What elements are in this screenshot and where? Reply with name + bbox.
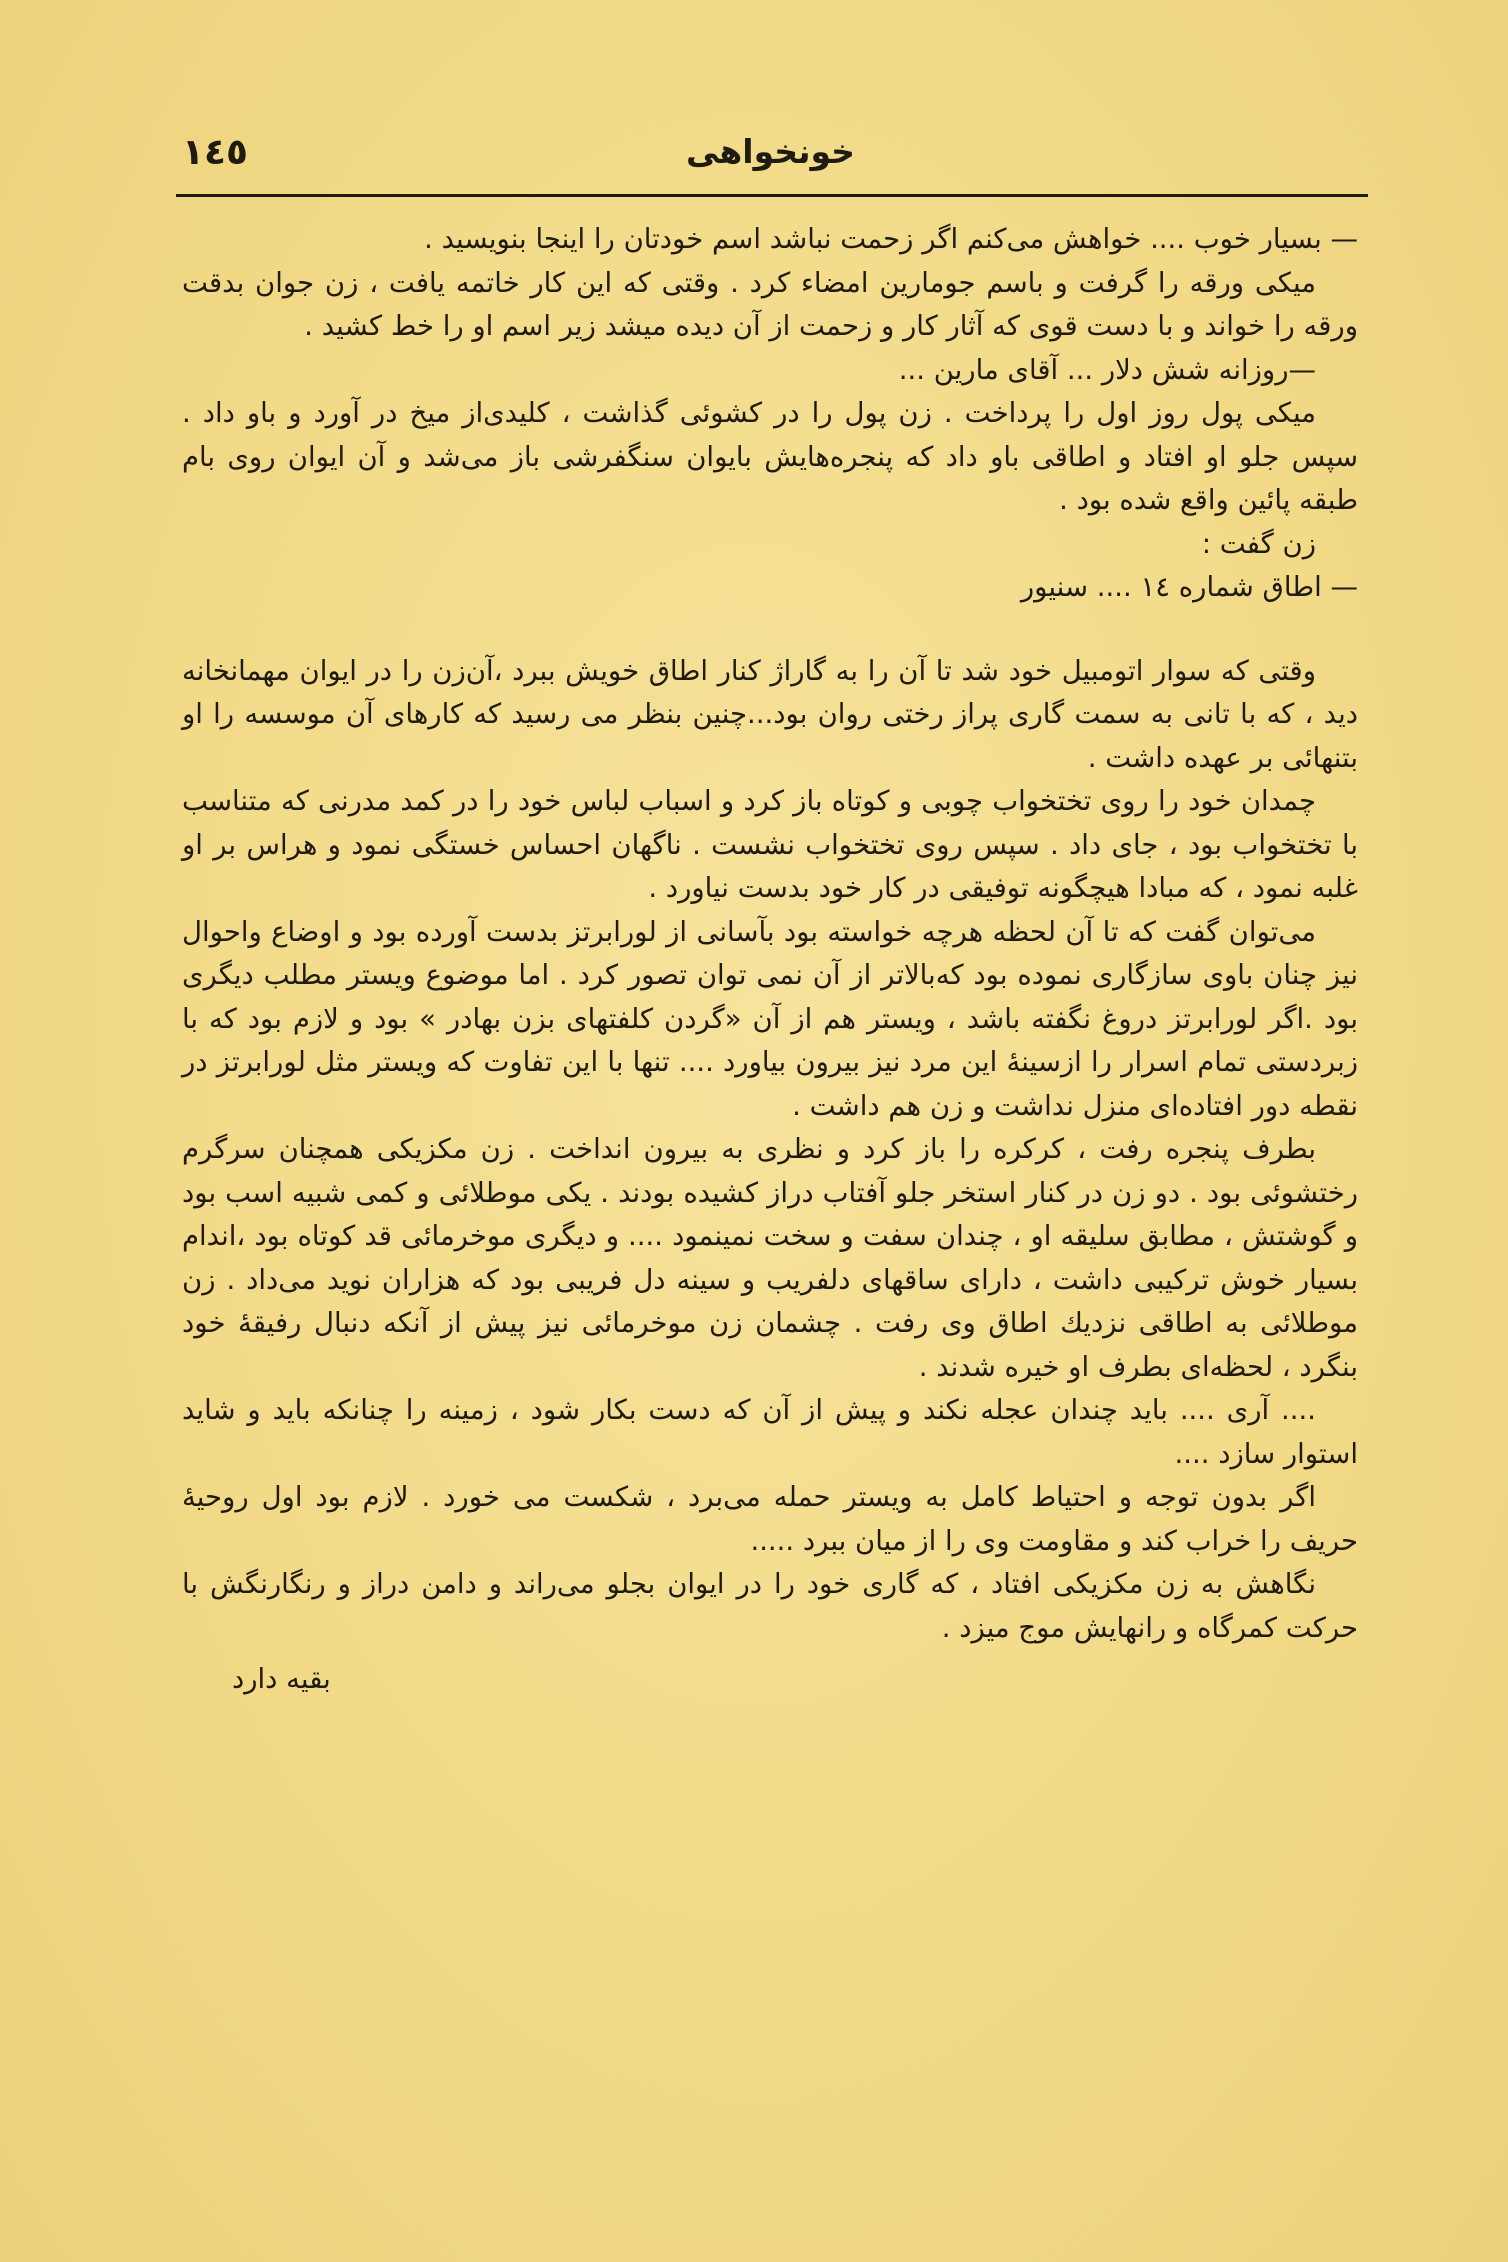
paragraph: می‌توان گفت که تا آن لحظه هرچه خواسته بود بآسانی از لورابرتز بدست آورده بود و اوضاع واحوال نیز چنان باوی سازگاری نموده بود که‌بالاتر از آن نمی توان تصور کرد . اما موضوع ویستر مطلب دیگری بود .اگر لورابرتز دروغ نگفته باشد ، ویستر هم از آن «گردن کلفتهای بزن بهادر » بود و لازم بود که با زبردستی تمام اسرار را ازسینهٔ این مرد نیز بیرون بیاورد .... تنها با این تفاوت که ویستر مثل لورابرتز در نقطه دور افتاده‌ای منزل نداشت و زن هم داشت . — [182, 915, 1358, 1122]
paragraph: بطرف پنجره رفت ، کرکره را باز کرد و نظری به بیرون انداخت . زن مکزیکی همچنان سرگرم رختشوئی بود . دو زن در کنار استخر جلو آفتاب دراز کشیده بودند . یکی موطلائی و کمی شبیه اسب بود و گوشتش ، مطابق سلیقه او ، چندان سفت و سخت نمینمود .... و دیگری موخرمائی قد کوتاه بود ،اندام بسیار خوش ترکیبی داشت ، دارای ساقهای دلفریب و سینه دل فریبی بود که هزاران نوید می‌داد . زن موطلائی به اطاقی نزدیك اطاق وی رفت . چشمان زن موخرمائی نیز پیش از آنکه دنبال رفیقهٔ خود بنگرد ، لحظه‌ای بطرف او خیره شدند . — [182, 1133, 1358, 1383]
continued-note: بقیه دارد — [232, 1663, 331, 1695]
paragraph: نگاهش به زن مکزیکی افتاد ، که گاری خود را در ایوان بجلو می‌راند و دامن دراز و رنگارنگش با حرکت کمرگاه و رانهایش موج میزد . — [182, 1568, 1358, 1644]
body-text — [182, 218, 1358, 1702]
section-gap — [182, 610, 1358, 650]
paragraph: — بسیار خوب .... خواهش می‌کنم اگر زحمت نباشد اسم خودتان را اینجا بنویسید . — [424, 223, 1358, 255]
paragraph: وقتی که سوار اتومبیل خود شد تا آن را به گاراژ کنار اطاق خویش ببرد ،آن‌زن را در ایوان مهمانخانه دید ، که با تانی به سمت گاری پراز رختی روان بود...چنین بنظر می رسید که کارهای آن موسسه را او بتنهائی بر عهده داشت . — [182, 654, 1358, 774]
paragraph: میکی پول روز اول را پرداخت . زن پول را در کشوئی گذاشت ، کلیدی‌از میخ در آورد و باو داد . سپس جلو او افتاد و اطاقی باو داد که پنجره‌هایش بایوان سنگفرشی باز می‌شد و آن ایوان روی بام طبقه پائین واقع شده بود . — [182, 397, 1358, 516]
header-rule — [176, 194, 1368, 197]
running-title: خونخواهی — [686, 132, 855, 171]
page-number: ١٤٥ — [182, 132, 248, 173]
paragraph: چمدان خود را روی تختخواب چوبی و کوتاه باز کرد و اسباب لباس خود را در کمد مدرنی که متناسب با تختخواب بود ، جای داد . سپس روی تختخواب نشست . ناگهان احساس خستگی نمود و هراس بر او غلبه نمود ، که مبادا هیچگونه توفیقی در کار خود بدست نیاورد . — [182, 785, 1358, 904]
paragraph: —روزانه شش دلار ... آقای مارین ... — [898, 353, 1316, 386]
paragraph: .... آری .... باید چندان عجله نکند و پیش از آن که دست بکار شود ، زمینه را چنانکه باید و شاید استوار سازد .... — [182, 1394, 1358, 1470]
paragraph: — اطاق شماره ١٤ .... سنیور — [1020, 571, 1358, 603]
page-header — [178, 128, 1363, 188]
paragraph: میکی ورقه را گرفت و باسم جومارین امضاء کرد . وقتی که این کار خاتمه یافت ، زن جوان بدقت ورقه را خواند و با دست قوی که آثار کار و زحمت از آن دیده میشد زیر اسم او را خط کشید . — [182, 266, 1358, 342]
paragraph: اگر بدون توجه و احتیاط کامل به ویستر حمله می‌برد ، شکست می خورد . لازم بود اول روحیهٔ حریف را خراب کند و مقاومت وی را از میان ببرد ..... — [182, 1481, 1358, 1557]
paragraph: زن گفت : — [1201, 527, 1316, 560]
